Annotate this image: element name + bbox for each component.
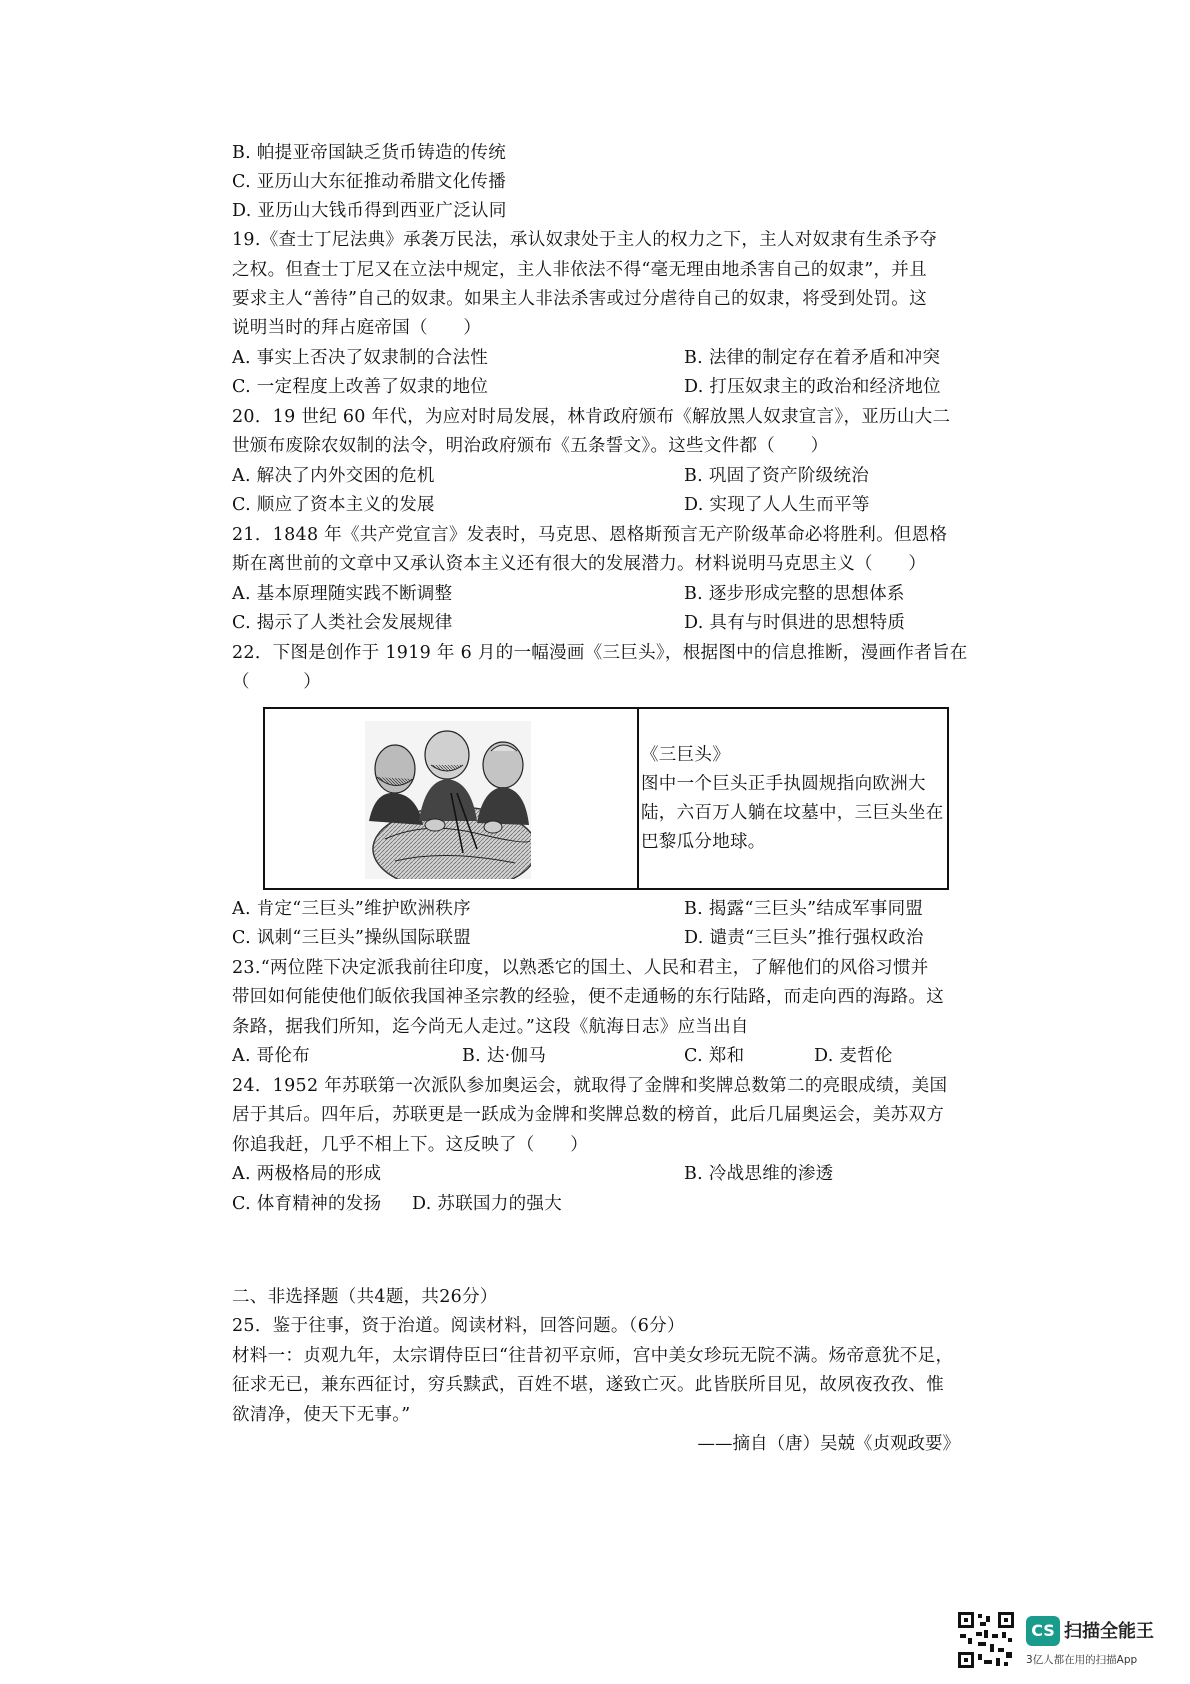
q24-option-a: A. 两极格局的形成 (232, 1164, 382, 1184)
comic-big-three-image (365, 721, 531, 879)
q20-option-a: A. 解决了内外交困的危机 (232, 466, 435, 486)
q23-option-d: D. 麦哲伦 (814, 1046, 893, 1066)
q21-option-a: A. 基本原理随实践不断调整 (232, 584, 453, 604)
q19-option-c: C. 一定程度上改善了奴隶的地位 (232, 377, 489, 397)
q22-option-d: D. 谴责“三巨头”推行强权政治 (684, 928, 924, 948)
q18-option-d: D. 亚历山大钱币得到西亚广泛认同 (232, 201, 507, 221)
comic-illustration (365, 721, 531, 879)
q21-stem-line-2: 斯在离世前的文章中又承认资本主义还有很大的发展潜力。材料说明马克思主义（ ） (232, 554, 927, 574)
q19-option-d: D. 打压奴隶主的政治和经济地位 (684, 377, 941, 397)
q19-option-a: A. 事实上否决了奴隶制的合法性 (232, 348, 489, 368)
q24-stem-line-3: 你追我赶，几乎不相上下。这反映了（ ） (232, 1135, 588, 1155)
q22-option-a: A. 肯定“三巨头”维护欧洲秩序 (232, 899, 471, 919)
qr-code-icon (958, 1612, 1014, 1668)
q22-option-c: C. 讽刺“三巨头”操纵国际联盟 (232, 928, 472, 948)
camscanner-subtitle: 3亿人都在用的扫描App (1026, 1654, 1138, 1666)
q24-stem-line-2: 居于其后。四年后，苏联更是一跃成为金牌和奖牌总数的榜首，此后几届奥运会，美苏双方 (232, 1105, 944, 1125)
q24-option-b: B. 冷战思维的渗透 (684, 1164, 834, 1184)
q24-stem-line-1: 24．1952 年苏联第一次派队参加奥运会，就取得了金牌和奖牌总数第二的亮眼成绩，美国 (232, 1076, 948, 1096)
camscanner-title: 扫描全能王 (1064, 1621, 1154, 1642)
q19-stem-line-2: 之权。但查士丁尼又在立法中规定，主人非依法不得“毫无理由地杀害自己的奴隶”，并且 (232, 260, 927, 280)
q20-option-b: B. 巩固了资产阶级统治 (684, 466, 870, 486)
q21-option-c: C. 揭示了人类社会发展规律 (232, 613, 453, 633)
q18-option-c: C. 亚历山大东征推动希腊文化传播 (232, 172, 506, 192)
q19-stem-line-3: 要求主人“善待”自己的奴隶。如果主人非法杀害或过分虐待自己的奴隶，将受到处罚。这 (232, 289, 927, 309)
q22-stem-line-1: 22．下图是创作于 1919 年 6 月的一幅漫画《三巨头》，根据图中的信息推断，漫画作者旨在 (232, 643, 968, 663)
scanner-watermark (958, 1612, 1168, 1672)
q18-option-b: B. 帕提亚帝国缺乏货币铸造的传统 (232, 143, 507, 163)
q19-stem-line-1: 19.《查士丁尼法典》承袭万民法，承认奴隶处于主人的权力之下，主人对奴隶有生杀予夺 (232, 230, 938, 250)
comic-table-divider (637, 709, 639, 888)
q20-stem-line-1: 20．19 世纪 60 年代，为应对时局发展，林肯政府颁布《解放黑人奴隶宣言》，亚历山大二 (232, 407, 951, 427)
comic-desc-line-3: 巴黎瓜分地球。 (641, 832, 766, 852)
q23-option-a: A. 哥伦布 (232, 1046, 311, 1066)
q25-stem: 25．鉴于往事，资于治道。阅读材料，回答问题。（6分） (232, 1316, 685, 1336)
q21-option-d: D. 具有与时俱进的思想特质 (684, 613, 906, 633)
q23-stem-line-2: 带回如何能使他们皈依我国神圣宗教的经验，便不走通畅的东行陆路，而走向西的海路。这 (232, 987, 944, 1007)
comic-table (263, 707, 949, 890)
q23-option-b: B. 达·伽马 (462, 1046, 547, 1066)
q20-option-d: D. 实现了人人生而平等 (684, 495, 870, 515)
section2-heading: 二、非选择题（共4题，共26分） (232, 1287, 498, 1307)
q23-stem-line-1: 23.“两位陛下决定派我前往印度，以熟悉它的国土、人民和君主，了解他们的风俗习惯并 (232, 958, 929, 978)
q20-option-c: C. 顺应了资本主义的发展 (232, 495, 435, 515)
comic-desc-line-2: 陆，六百万人躺在坟墓中，三巨头坐在 (641, 803, 944, 823)
q24-option-c: C. 体育精神的发扬 (232, 1194, 382, 1214)
q21-option-b: B. 逐步形成完整的思想体系 (684, 584, 905, 604)
material1-line-3: 欲清净，使天下无事。” (232, 1405, 411, 1425)
comic-description (641, 741, 944, 857)
material1-line-1: 材料一：贞观九年，太宗谓侍臣曰“往昔初平京师，宫中美女珍玩无院不满。炀帝意犹不足， (232, 1346, 954, 1366)
q22-option-b: B. 揭露“三巨头”结成军事同盟 (684, 899, 924, 919)
q21-stem-line-1: 21．1848 年《共产党宣言》发表时，马克思、恩格斯预言无产阶级革命必将胜利。但恩格 (232, 525, 948, 545)
q19-stem-line-4: 说明当时的拜占庭帝国（ ） (232, 318, 482, 338)
comic-desc-line-1: 图中一个巨头正手执圆规指向欧洲大 (641, 774, 926, 794)
comic-title: 《三巨头》 (641, 745, 730, 765)
q23-stem-line-3: 条路，据我们所知，迄今尚无人走过。”这段《航海日志》应当出自 (232, 1017, 749, 1037)
q19-option-b: B. 法律的制定存在着矛盾和冲突 (684, 348, 941, 368)
q23-option-c: C. 郑和 (684, 1046, 745, 1066)
q22-stem-line-2: （ ） (232, 672, 321, 692)
material1-line-2: 征求无已，兼东西征讨，穷兵黩武，百姓不堪，遂致亡灭。此皆朕所目见，故夙夜孜孜、惟 (232, 1375, 944, 1395)
q24-option-d: D. 苏联国力的强大 (412, 1194, 563, 1214)
material1-source: ——摘自（唐）吴兢《贞观政要》 (697, 1434, 960, 1454)
q20-stem-line-2: 世颁布废除农奴制的法令，明治政府颁布《五条誓文》。这些文件都（ ） (232, 436, 829, 456)
camscanner-logo: CS (1026, 1616, 1060, 1646)
